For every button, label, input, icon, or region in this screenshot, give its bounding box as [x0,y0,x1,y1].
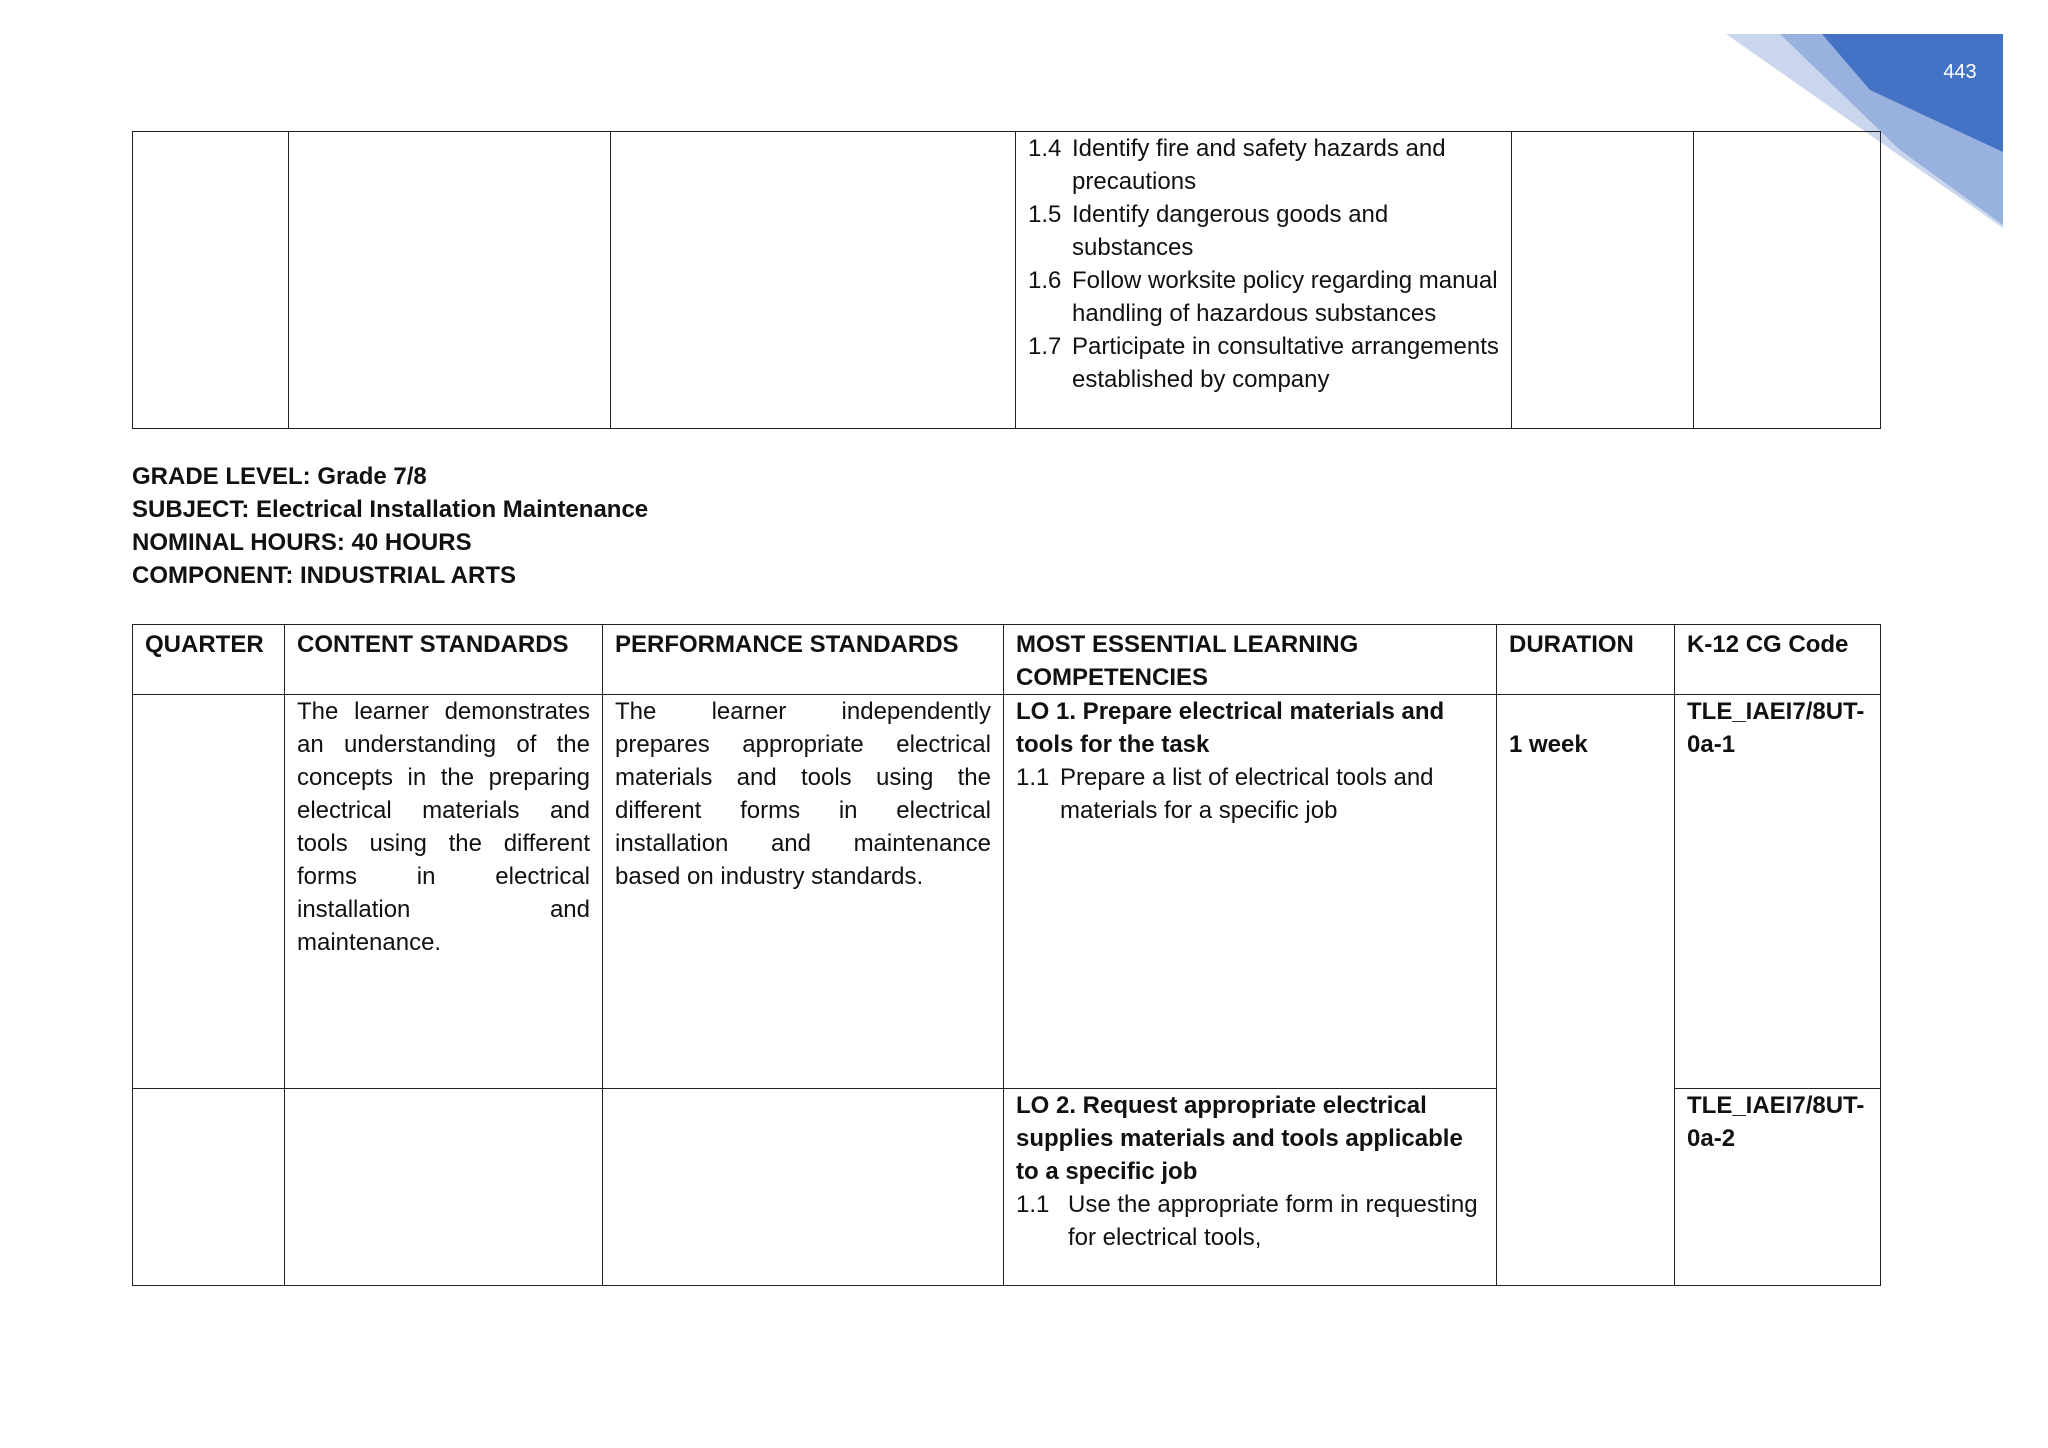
top-competencies-cell [1016,132,1512,429]
lo-title: LO 2. Request appropriate electrical supplies materials and tools applicable to a specific job [1016,1092,1463,1185]
duration-cell [1497,695,1675,1286]
list-item: 1.5 Identify dangerous goods and substances [1028,201,1389,261]
list-item: 1.1 Prepare a list of electrical tools and materials for a specific job [1016,764,1434,824]
list-item: 1.1 Use the appropriate form in requesting for electrical tools, [1016,1191,1478,1251]
competency-list [1016,132,1511,396]
subject: SUBJECT: Electrical Installation Maintenance [132,496,649,523]
lo-title: LO 1. Prepare electrical materials and tools for the task [1016,698,1445,758]
table-row [133,695,1881,1089]
content-standard-cell [285,695,603,1089]
top-duration-cell [1512,132,1694,429]
component: COMPONENT: INDUSTRIAL ARTS [132,562,516,589]
content-standard-text: The learner demonstrates an understanding of the concepts in the preparing electrical materials and tools using the different forms in electrical installation and maintenance. [297,698,590,956]
cg-code: TLE_IAEI7/8UT-0a-2 [1687,1092,1865,1152]
performance-standard-cell [603,1089,1004,1286]
header-duration: DURATION [1497,625,1675,695]
header-melc: MOST ESSENTIAL LEARNING COMPETENCIES [1004,625,1497,695]
quarter-cell [133,695,285,1089]
subject-meta [132,460,648,592]
code-cell [1675,695,1881,1089]
cg-code: TLE_IAEI7/8UT-0a-1 [1687,698,1865,758]
continuation-table [132,131,1881,429]
duration-value: 1 week [1509,731,1588,758]
table-header-row [133,625,1881,695]
code-cell [1675,1089,1881,1286]
header-performance-standards: PERFORMANCE STANDARDS [603,625,1004,695]
top-content-cell [289,132,611,429]
performance-standard-text: The learner independently prepares appropriate electrical materials and tools using the different forms in electrical installation and maintenance based on industry standards. [615,698,991,890]
top-performance-cell [611,132,1016,429]
melc-cell [1004,1089,1497,1286]
grade-level: GRADE LEVEL: Grade 7/8 [132,463,427,490]
list-item: 1.4 Identify fire and safety hazards and precautions [1028,135,1446,195]
nominal-hours: NOMINAL HOURS: 40 HOURS [132,529,472,556]
header-content-standards: CONTENT STANDARDS [285,625,603,695]
performance-standard-cell [603,695,1004,1089]
list-item: 1.7 Participate in consultative arrangements established by company [1028,333,1499,393]
quarter-cell [133,1089,285,1286]
list-item: 1.6 Follow worksite policy regarding manual handling of hazardous substances [1028,267,1498,327]
top-code-cell [1694,132,1881,429]
content-standard-cell [285,1089,603,1286]
header-quarter: QUARTER [133,625,285,695]
melc-cell [1004,695,1497,1089]
header-code: K-12 CG Code [1675,625,1881,695]
top-quarter-cell [133,132,289,429]
curriculum-table [132,624,1881,1286]
page-number: 443 [1943,61,1977,83]
